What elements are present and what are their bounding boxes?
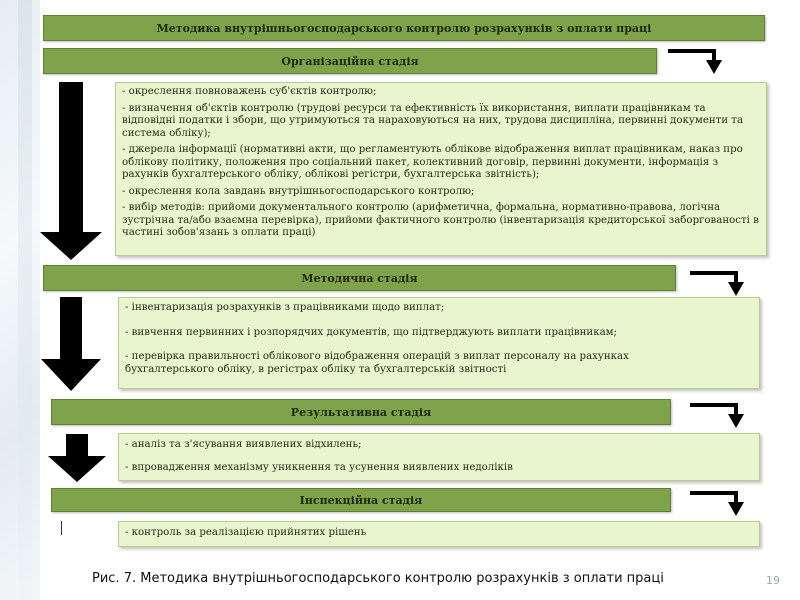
down-arrow-icon	[46, 434, 108, 484]
stage-box-organizational	[115, 82, 767, 256]
list-item: - визначення об'єктів контролю (трудові ресурси та ефективність їх використання, виплати працівникам та відповідні податки і збори, що утримуються та нараховуються на них, трудова дисципліна, первинні документи та система обліку);	[122, 102, 744, 139]
list-item: - впровадження механізму уникнення та усунення виявлених недоліків	[125, 461, 513, 473]
down-arrow-icon	[38, 297, 104, 393]
list-item: - контроль за реалізацією прийнятих рішень	[125, 527, 367, 538]
stage-bar-organizational: Організаційна стадія	[43, 48, 657, 74]
stage-bar-methodical: Методична стадія	[43, 265, 676, 291]
page-number: 19	[766, 574, 780, 587]
bent-arrow-icon	[666, 46, 728, 76]
text-cursor	[61, 521, 62, 535]
list-item: - окреслення повноважень суб'єктів контролю;	[122, 86, 377, 97]
stage-bar-inspection: Інспекційна стадія	[51, 488, 671, 512]
bent-arrow-icon	[688, 400, 750, 430]
list-item: - перевірка правильності облікового відображення операцій з виплат персоналу на рахунках бухгалтерського обліку, в регістрах обліку та бухгалтерській звітності	[125, 351, 629, 375]
list-item: - інвентаризація розрахунків з працівниками щодо виплат;	[125, 302, 445, 313]
down-arrow-icon	[36, 82, 106, 262]
stage-box-resultative	[118, 433, 760, 481]
list-item: - джерела інформації (нормативні акти, що регламентують облікове відображення виплат працівникам, наказ про облікову політику, положення про соціальний пакет, колективний договір, первинні документи, інформація з рахунків бухгалтерського обліку, облікові регістри, бухгалтерська звітність);	[122, 144, 743, 180]
stage-box-inspection	[118, 521, 760, 547]
list-item: - окреслення кола завдань внутрішньогосподарського контролю;	[122, 185, 475, 197]
figure-caption: Рис. 7. Методика внутрішньогосподарського контролю розрахунків з оплати праці	[92, 571, 664, 586]
diagram-title: Методика внутрішньогосподарського контролю розрахунків з оплати праці	[43, 15, 765, 41]
bent-arrow-icon	[688, 488, 750, 518]
list-item: - вивчення первинних і розпорядчих документів, що підтверджують виплати працівникам;	[125, 326, 617, 338]
stage-box-methodical	[118, 297, 760, 389]
stage-bar-resultative: Результативна стадія	[51, 399, 671, 425]
slide-decoration	[0, 0, 40, 600]
bent-arrow-icon	[688, 268, 750, 298]
list-item: - аналіз та з'ясування виявлених відхилень;	[125, 439, 362, 450]
list-item: - вибір методів: прийоми документального контролю (арифметична, формальна, нормативно-правова, логічна зустрічна та/або взаємна перевірка), прийоми фактичного контролю (інвентаризація кредиторської заборгованості в частині зобов'язань з оплати праці)	[122, 202, 759, 238]
